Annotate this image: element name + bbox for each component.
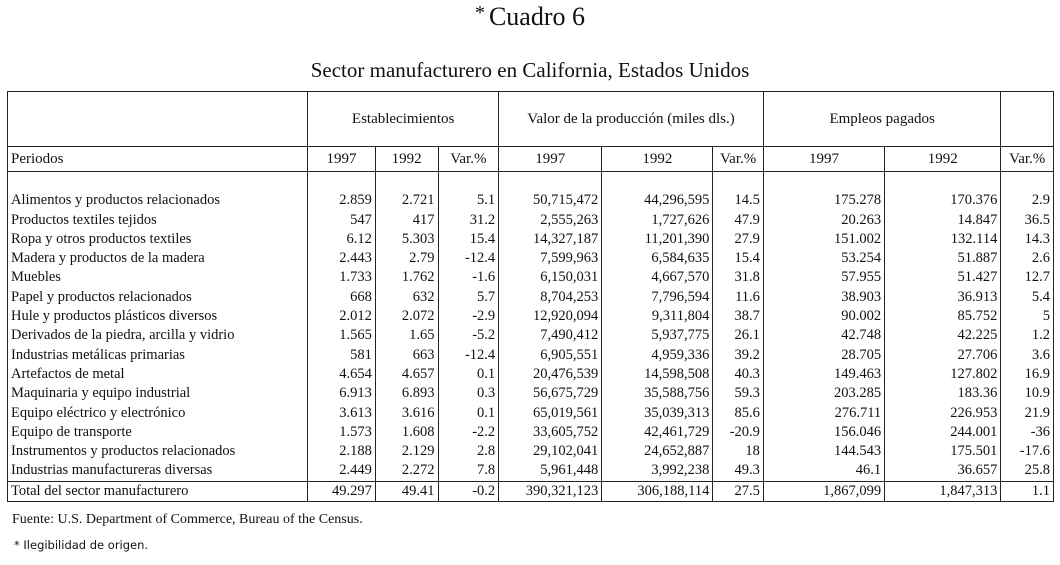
- table-row: [8, 384, 1054, 403]
- table-cell: 27.5: [713, 481, 764, 501]
- table-cell: 6.12: [308, 230, 376, 249]
- table-cell: 39.2: [713, 346, 764, 365]
- table-row: [8, 249, 1054, 268]
- table-cell: 4,667,570: [602, 268, 713, 287]
- table-cell: 1.565: [308, 326, 376, 345]
- table-cell: 1.733: [308, 268, 376, 287]
- table-cell: 1.608: [375, 423, 438, 442]
- table-cell: 276.711: [763, 404, 884, 423]
- table-cell: 65,019,561: [499, 404, 602, 423]
- table-cell: 33,605,752: [499, 423, 602, 442]
- table-cell: 417: [375, 211, 438, 230]
- table-cell: 35,588,756: [602, 384, 713, 403]
- table-cell: 26.1: [713, 326, 764, 345]
- table-row: [8, 268, 1054, 287]
- table-cell: 31.8: [713, 268, 764, 287]
- row-label: Ropa y otros productos textiles: [8, 230, 308, 249]
- row-label: Productos textiles tejidos: [8, 211, 308, 230]
- table-body: [8, 172, 1054, 502]
- table-cell: 14.847: [885, 211, 1001, 230]
- table-cell: 10.9: [1001, 384, 1054, 403]
- table-cell: 306,188,114: [602, 481, 713, 501]
- table-cell: 175.501: [885, 442, 1001, 461]
- table-cell: -0.2: [438, 481, 499, 501]
- table-cell: 144.543: [763, 442, 884, 461]
- column-header: 1997: [499, 147, 602, 172]
- table-cell: 36.5: [1001, 211, 1054, 230]
- row-label: Papel y productos relacionados: [8, 288, 308, 307]
- table-cell: 12.7: [1001, 268, 1054, 287]
- table-cell: 56,675,729: [499, 384, 602, 403]
- row-label: Instrumentos y productos relacionados: [8, 442, 308, 461]
- row-label: Artefactos de metal: [8, 365, 308, 384]
- table-cell: 151.002: [763, 230, 884, 249]
- table-cell: -1.6: [438, 268, 499, 287]
- table-cell: 59.3: [713, 384, 764, 403]
- table-cell: 9,311,804: [602, 307, 713, 326]
- table-cell: 1,867,099: [763, 481, 884, 501]
- group-header-row: [8, 92, 1054, 147]
- data-table: [7, 91, 1054, 502]
- table-cell: 1.65: [375, 326, 438, 345]
- table-cell: 2.272: [375, 461, 438, 481]
- table-cell: 663: [375, 346, 438, 365]
- column-header: 1992: [602, 147, 713, 172]
- table-cell: 7,599,963: [499, 249, 602, 268]
- table-cell: 2.012: [308, 307, 376, 326]
- table-cell: 547: [308, 211, 376, 230]
- table-row: [8, 365, 1054, 384]
- row-label: Derivados de la piedra, arcilla y vidrio: [8, 326, 308, 345]
- table-cell: 390,321,123: [499, 481, 602, 501]
- row-label: Alimentos y productos relacionados: [8, 191, 308, 210]
- table-cell: 183.36: [885, 384, 1001, 403]
- table-cell: 149.463: [763, 365, 884, 384]
- table-cell: -36: [1001, 423, 1054, 442]
- column-header: 1997: [308, 147, 376, 172]
- table-cell: 3.6: [1001, 346, 1054, 365]
- table-cell: 2.072: [375, 307, 438, 326]
- table-cell: 0.1: [438, 404, 499, 423]
- table-cell: -12.4: [438, 346, 499, 365]
- row-label: Hule y productos plásticos diversos: [8, 307, 308, 326]
- table-title: [0, 2, 1060, 32]
- table-cell: 632: [375, 288, 438, 307]
- table-cell: 2.721: [375, 191, 438, 210]
- table-row: [8, 442, 1054, 461]
- table-cell: 203.285: [763, 384, 884, 403]
- row-label: Muebles: [8, 268, 308, 287]
- table-cell: 7.8: [438, 461, 499, 481]
- table-cell: 1.762: [375, 268, 438, 287]
- table-cell: 0.1: [438, 365, 499, 384]
- blank-header-cell: [8, 92, 308, 147]
- table-cell: 5.303: [375, 230, 438, 249]
- table-cell: 46.1: [763, 461, 884, 481]
- table-cell: 1.2: [1001, 326, 1054, 345]
- table-cell: 2.79: [375, 249, 438, 268]
- row-label: Equipo eléctrico y electrónico: [8, 404, 308, 423]
- table-cell: 1.573: [308, 423, 376, 442]
- table-cell: 3,992,238: [602, 461, 713, 481]
- spacer-row: [8, 172, 1054, 192]
- table-cell: 25.8: [1001, 461, 1054, 481]
- table-cell: 132.114: [885, 230, 1001, 249]
- table-cell: 668: [308, 288, 376, 307]
- table-cell: 20,476,539: [499, 365, 602, 384]
- table-cell: 44,296,595: [602, 191, 713, 210]
- table-cell: 226.953: [885, 404, 1001, 423]
- table-cell: 11.6: [713, 288, 764, 307]
- row-label: Industrias manufactureras diversas: [8, 461, 308, 481]
- table-cell: 16.9: [1001, 365, 1054, 384]
- column-header: Var.%: [438, 147, 499, 172]
- table-cell: 14,327,187: [499, 230, 602, 249]
- table-cell: 14,598,508: [602, 365, 713, 384]
- table-cell: 50,715,472: [499, 191, 602, 210]
- table-cell: 2.188: [308, 442, 376, 461]
- table-cell: 1,727,626: [602, 211, 713, 230]
- table-cell: 29,102,041: [499, 442, 602, 461]
- table-cell: 38.903: [763, 288, 884, 307]
- table-cell: 31.2: [438, 211, 499, 230]
- title-text: Cuadro 6: [488, 2, 586, 31]
- table-cell: 1,847,313: [885, 481, 1001, 501]
- table-cell: 42.748: [763, 326, 884, 345]
- group-header-establecimientos: Establecimientos: [308, 92, 499, 147]
- table-cell: 27.9: [713, 230, 764, 249]
- table-cell: -17.6: [1001, 442, 1054, 461]
- table-cell: 581: [308, 346, 376, 365]
- blank-header-cell: [1001, 92, 1054, 147]
- footnote: * Ilegibilidad de origen.: [14, 538, 149, 552]
- table-cell: 8,704,253: [499, 288, 602, 307]
- table-cell: 51.887: [885, 249, 1001, 268]
- table-cell: 18: [713, 442, 764, 461]
- row-label: Maquinaria y equipo industrial: [8, 384, 308, 403]
- table-cell: 2,555,263: [499, 211, 602, 230]
- table-cell: 1.1: [1001, 481, 1054, 501]
- table-cell: 6.913: [308, 384, 376, 403]
- table-row: [8, 191, 1054, 210]
- table-cell: -20.9: [713, 423, 764, 442]
- table-cell: 2.449: [308, 461, 376, 481]
- table-cell: 85.6: [713, 404, 764, 423]
- table-row: [8, 346, 1054, 365]
- table-cell: 6,905,551: [499, 346, 602, 365]
- table-cell: 3.613: [308, 404, 376, 423]
- row-label: Equipo de transporte: [8, 423, 308, 442]
- table-subtitle: Sector manufacturero en California, Estados Unidos: [310, 58, 750, 82]
- table-cell: 49.41: [375, 481, 438, 501]
- table-row: [8, 423, 1054, 442]
- table-cell: 2.8: [438, 442, 499, 461]
- table-row: [8, 211, 1054, 230]
- table-cell: 36.913: [885, 288, 1001, 307]
- table-cell: 5,961,448: [499, 461, 602, 481]
- table-cell: 24,652,887: [602, 442, 713, 461]
- column-header: Var.%: [1001, 147, 1054, 172]
- table-cell: 40.3: [713, 365, 764, 384]
- table-cell: 2.9: [1001, 191, 1054, 210]
- table-cell: 42.225: [885, 326, 1001, 345]
- table-cell: 4.654: [308, 365, 376, 384]
- table-cell: 244.001: [885, 423, 1001, 442]
- table-cell: 12,920,094: [499, 307, 602, 326]
- table-cell: 2.6: [1001, 249, 1054, 268]
- table-cell: 2.443: [308, 249, 376, 268]
- table-cell: 5,937,775: [602, 326, 713, 345]
- table-cell: 49.297: [308, 481, 376, 501]
- column-header: Periodos: [8, 147, 308, 172]
- table-cell: 35,039,313: [602, 404, 713, 423]
- table-cell: 6,584,635: [602, 249, 713, 268]
- table-cell: 5.4: [1001, 288, 1054, 307]
- table-cell: 90.002: [763, 307, 884, 326]
- table-cell: 53.254: [763, 249, 884, 268]
- row-label: Industrias metálicas primarias: [8, 346, 308, 365]
- table-cell: 2.859: [308, 191, 376, 210]
- table-row: [8, 288, 1054, 307]
- column-header: 1992: [885, 147, 1001, 172]
- table-cell: -2.9: [438, 307, 499, 326]
- table-cell: 15.4: [713, 249, 764, 268]
- table-cell: 20.263: [763, 211, 884, 230]
- column-header: Var.%: [713, 147, 764, 172]
- table-cell: 36.657: [885, 461, 1001, 481]
- table-cell: 0.3: [438, 384, 499, 403]
- source-note: Fuente: U.S. Department of Commerce, Bureau of the Census.: [12, 512, 363, 527]
- table-cell: 85.752: [885, 307, 1001, 326]
- group-header-valor: Valor de la producción (miles dls.): [499, 92, 764, 147]
- table-cell: 5.1: [438, 191, 499, 210]
- table-cell: 47.9: [713, 211, 764, 230]
- table-cell: 27.706: [885, 346, 1001, 365]
- table-cell: 127.802: [885, 365, 1001, 384]
- table-cell: 57.955: [763, 268, 884, 287]
- table-cell: 2.129: [375, 442, 438, 461]
- table-cell: 51.427: [885, 268, 1001, 287]
- row-label: Total del sector manufacturero: [8, 481, 308, 501]
- table-row: [8, 326, 1054, 345]
- table-total-row: [8, 481, 1054, 501]
- table-cell: 14.3: [1001, 230, 1054, 249]
- table-row: [8, 461, 1054, 481]
- table-cell: 6,150,031: [499, 268, 602, 287]
- table-cell: 5.7: [438, 288, 499, 307]
- table-row: [8, 307, 1054, 326]
- group-header-empleos: Empleos pagados: [763, 92, 1000, 147]
- table-cell: 5: [1001, 307, 1054, 326]
- table-cell: -2.2: [438, 423, 499, 442]
- table-cell: 3.616: [375, 404, 438, 423]
- table-cell: 28.705: [763, 346, 884, 365]
- table-cell: -5.2: [438, 326, 499, 345]
- table-cell: 4,959,336: [602, 346, 713, 365]
- column-header: 1997: [763, 147, 884, 172]
- title-marker: *: [474, 2, 485, 24]
- table-cell: 170.376: [885, 191, 1001, 210]
- table-cell: 14.5: [713, 191, 764, 210]
- table-cell: 15.4: [438, 230, 499, 249]
- table-cell: 4.657: [375, 365, 438, 384]
- column-header-row: [8, 147, 1054, 172]
- table-cell: 11,201,390: [602, 230, 713, 249]
- table-cell: 6.893: [375, 384, 438, 403]
- table-cell: 156.046: [763, 423, 884, 442]
- table-cell: 7,490,412: [499, 326, 602, 345]
- table-cell: 42,461,729: [602, 423, 713, 442]
- table-cell: 175.278: [763, 191, 884, 210]
- table-cell: 7,796,594: [602, 288, 713, 307]
- table-row: [8, 230, 1054, 249]
- table-cell: 49.3: [713, 461, 764, 481]
- table-cell: -12.4: [438, 249, 499, 268]
- row-label: Madera y productos de la madera: [8, 249, 308, 268]
- table-cell: 38.7: [713, 307, 764, 326]
- table-row: [8, 404, 1054, 423]
- column-header: 1992: [375, 147, 438, 172]
- table-cell: 21.9: [1001, 404, 1054, 423]
